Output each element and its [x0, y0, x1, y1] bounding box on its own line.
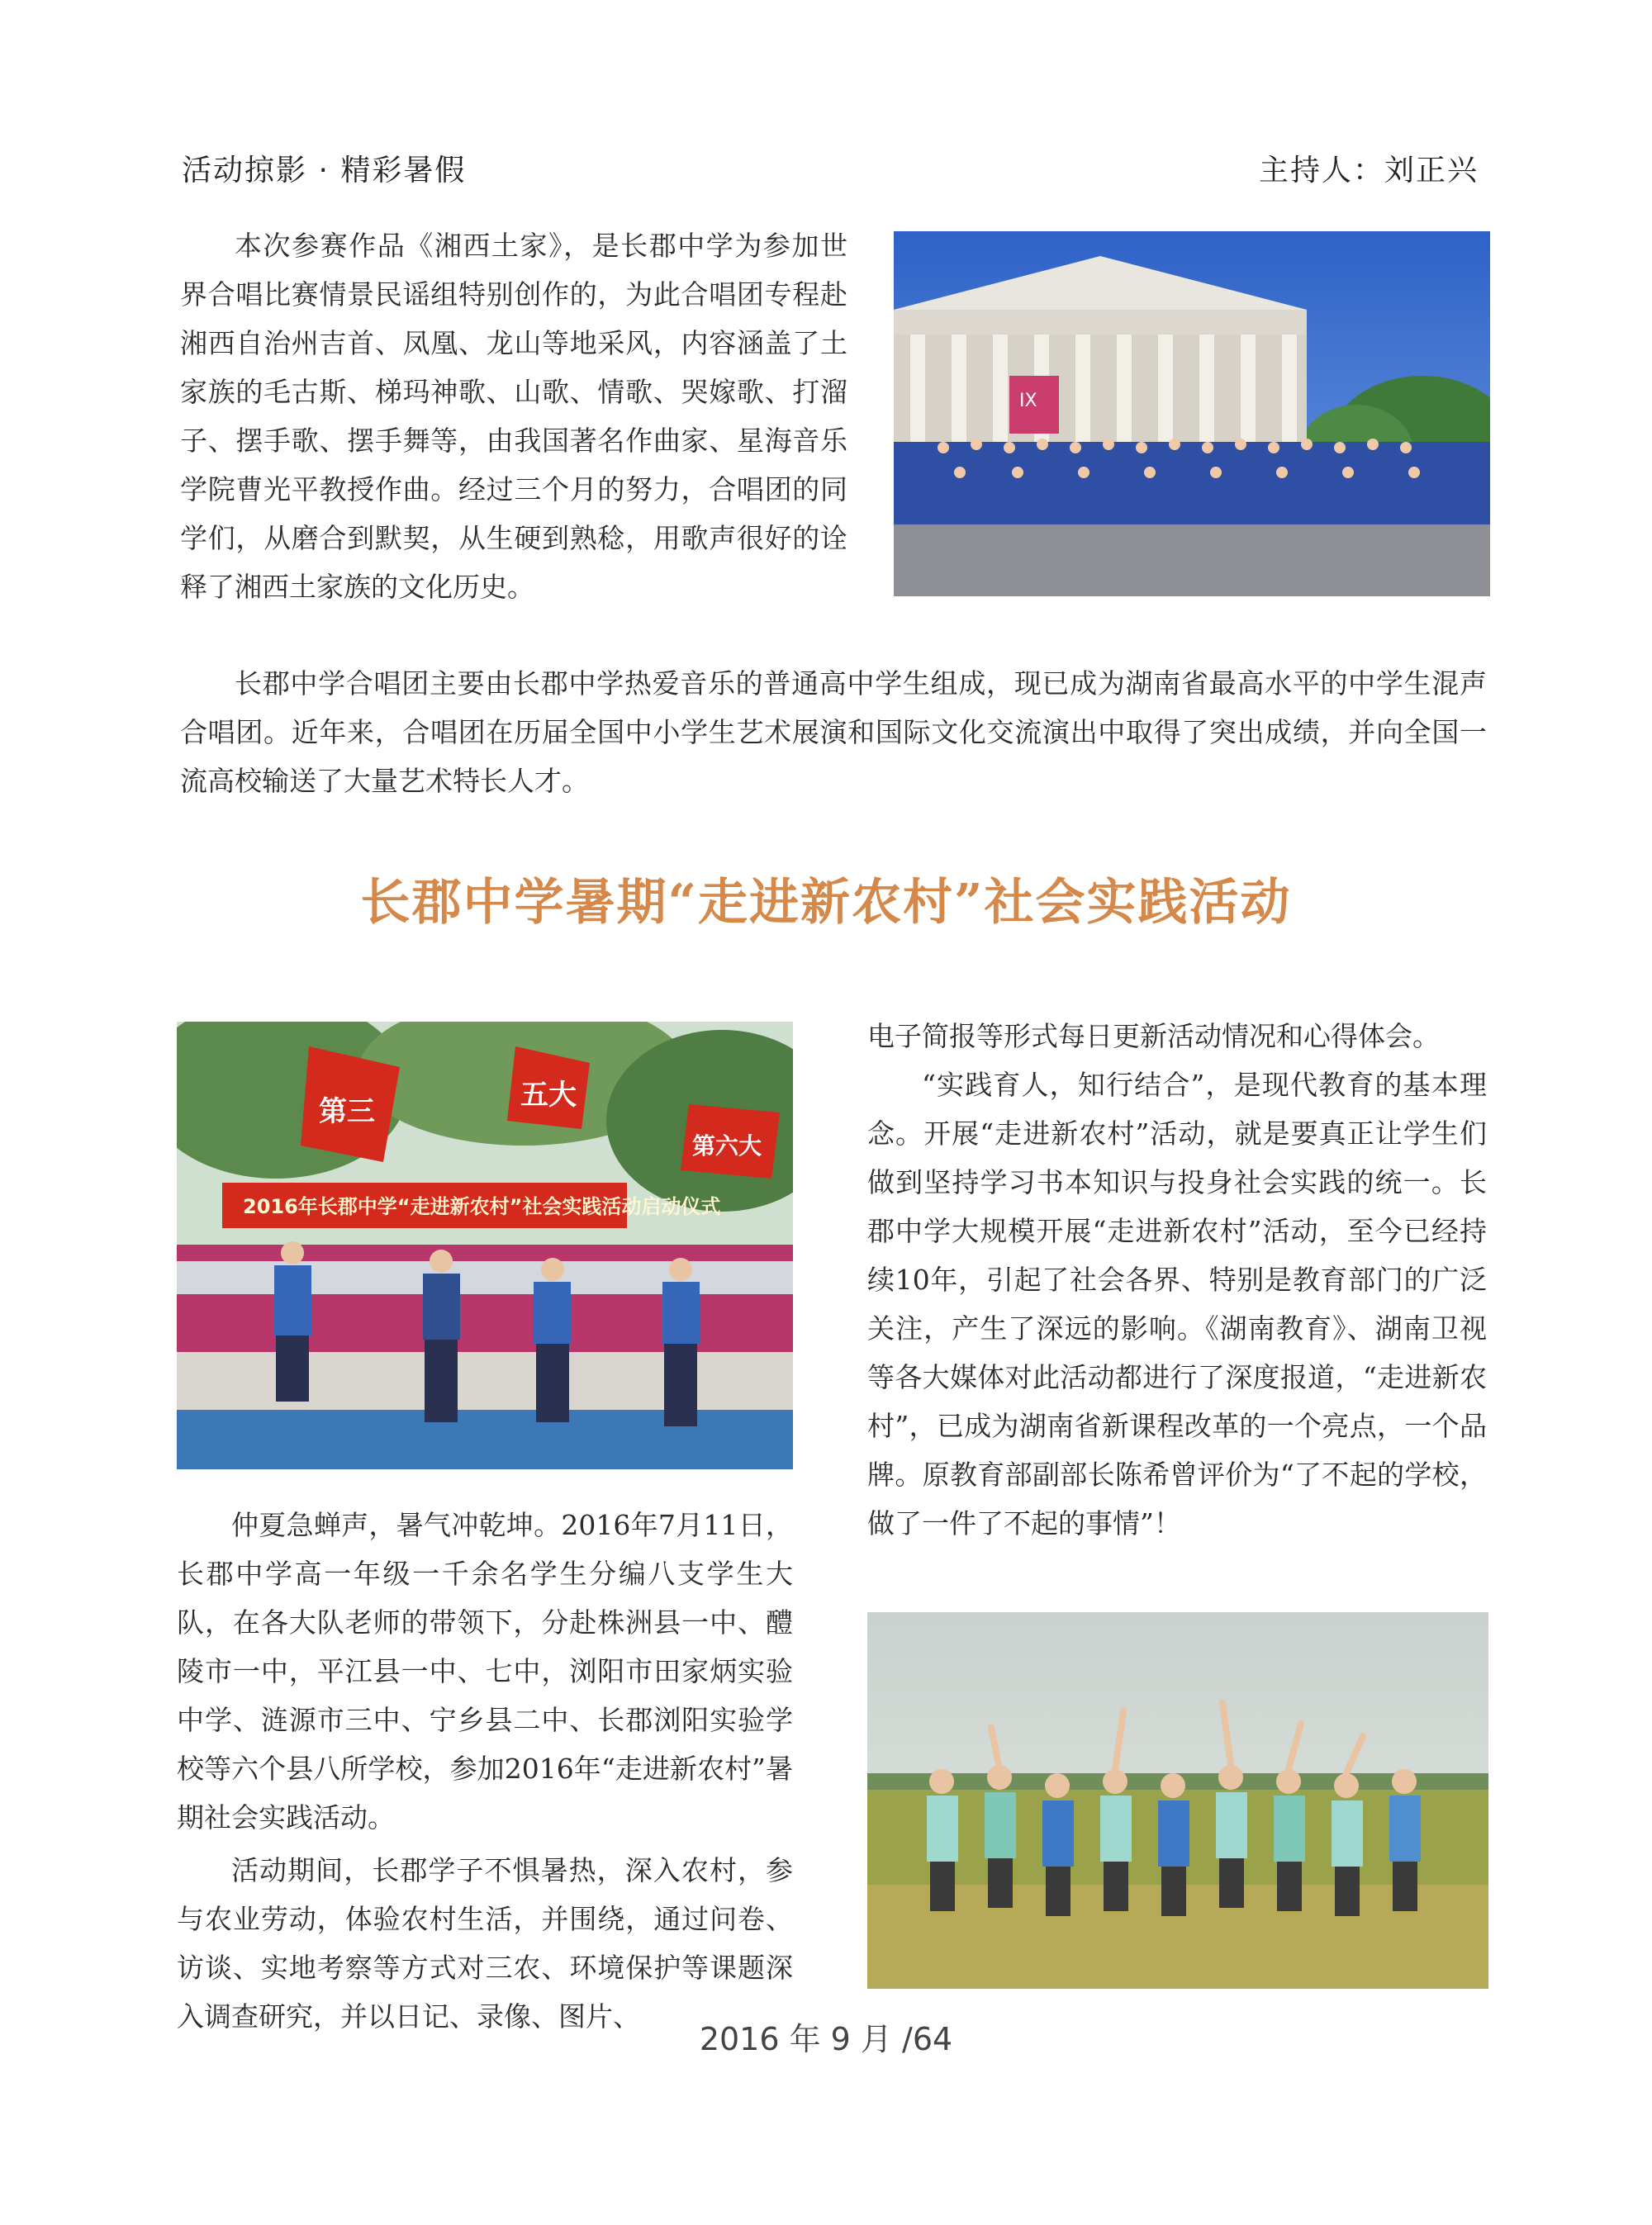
article-title: 长郡中学暑期“走进新农村”社会实践活动	[360, 874, 1292, 932]
choir-group-photo	[894, 231, 1490, 596]
students-field-photo	[867, 1612, 1488, 1989]
article1-paragraph-2: 长郡中学合唱团主要由长郡中学热爱音乐的普通高中学生组成，现已成为湖南省最高水平的中学生混声合唱团。近年来，合唱团在历届全国中小学生艺术展演和国际文化交流演出中取得了突出成绩，并向全国一流高校输送了大量艺术特长人才。	[180, 667, 1487, 797]
article2-left-paragraph-1: 仲夏急蝉声，暑气冲乾坤。2016年7月11日，长郡中学高一年级一千余名学生分编八支学生大队，在各大队老师的带领下，分赴株洲县一中、醴陵市一中，平江县一中、七中，浏阳市田家炳实验中学、涟源市三中、宁乡县二中、长郡浏阳实验学校等六个县八所学校，参加2016年“走进新农村”暑期社会实践活动。	[177, 1509, 793, 1834]
flag-2-label: 五大	[520, 1079, 577, 1112]
flag-3-label: 第六大	[692, 1132, 762, 1160]
banner-sign: IX	[1019, 391, 1037, 411]
article2-right-paragraph-1: “实践育人，知行结合”，是现代教育的基本理念。开展“走进新农村”活动，就是要真正让学生们做到坚持学习书本知识与投身社会实践的统一。长郡中学大规模开展“走进新农村”活动，至今已经持续10年，引起了社会各界、特别是教育部门的广泛关注，产生了深远的影响。《湖南教育》、湖南卫视等各大媒体对此活动都进行了深度报道，“走进新农村”，已成为湖南省新课程改革的一个亮点，一个品牌。原教育部副部长陈希曾评价为“了不起的学校，做了一件了不起的事情”！	[867, 1069, 1487, 1539]
flag-ceremony-photo	[177, 1022, 793, 1469]
ceremony-banner: 2016年长郡中学“走进新农村”社会实践活动启动仪式	[243, 1195, 721, 1218]
article1-paragraph-1: 本次参赛作品《湘西土家》，是长郡中学为参加世界合唱比赛情景民谣组特别创作的，为此合唱团专程赴湘西自治州吉首、凤凰、龙山等地采风，内容涵盖了土家族的毛古斯、梯玛神歌、山歌、情歌、哭嫁歌、打溜子、摆手歌、摆手舞等，由我国著名作曲家、星海音乐学院曹光平教授作曲。经过三个月的努力，合唱团的同学们，从磨合到默契，从生硬到熟稔，用歌声很好的诠释了湘西土家族的文化历史。	[180, 230, 847, 603]
section-header: 活动掠影 · 精彩暑假	[182, 154, 467, 187]
article2-right-continuation: 电子简报等形式每日更新活动情况和心得体会。	[867, 1020, 1440, 1052]
flag-1-label: 第三	[319, 1095, 375, 1128]
host-credit: 主持人：刘正兴	[1258, 154, 1479, 187]
page-footer: 2016 年 9 月 /64	[699, 2021, 953, 2057]
article2-left-paragraph-2: 活动期间，长郡学子不惧暑热，深入农村，参与农业劳动，体验农村生活，并围绕，通过问卷、访谈、实地考察等方式对三农、环境保护等课题深入调查研究，并以日记、录像、图片、	[177, 1854, 793, 2033]
